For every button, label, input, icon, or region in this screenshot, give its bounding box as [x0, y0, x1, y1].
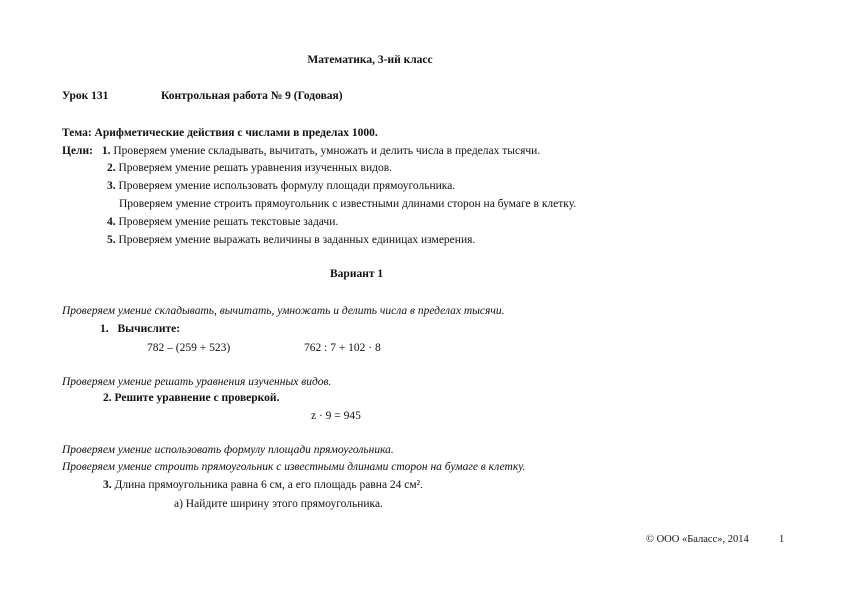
goal-num: 4.: [107, 216, 116, 228]
goal-line-1: [62, 144, 540, 158]
topic-label: Тема:: [62, 127, 92, 139]
task1-expression-1: 782 – (259 + 523): [147, 342, 231, 354]
task3-text: Длина прямоугольника равна 6 см, а его площадь равна 24 см².: [114, 479, 424, 491]
task2-num: 2.: [103, 392, 112, 404]
task2-label: Решите уравнение с проверкой.: [114, 392, 280, 404]
variant-title: Вариант 1: [330, 268, 384, 280]
task1-expression-2: 762 : 7 + 102 · 8: [304, 342, 381, 354]
topic-text: Арифметические действия с числами в пределах 1000.: [94, 127, 378, 139]
goal-num: 1.: [101, 145, 111, 157]
goal-line-5: [107, 233, 475, 247]
footer-copyright: © ООО «Баласс», 2014: [646, 534, 749, 545]
goals-label: Цели:: [62, 145, 93, 157]
page-title: Математика, 3-ий класс: [307, 54, 433, 66]
task3-heading: [103, 478, 423, 492]
goal-text: Проверяем умение складывать, вычитать, умножать и делить числа в пределах тысячи.: [113, 145, 541, 157]
lesson-title: Контрольная работа № 9 (Годовая): [161, 90, 343, 102]
goal-text: Проверяем умение использовать формулу площади прямоугольника.: [118, 180, 456, 192]
task1-skill: Проверяем умение складывать, вычитать, умножать и делить числа в пределах тысячи.: [62, 305, 505, 317]
task1-heading: [100, 322, 180, 336]
lesson-number: Урок 131: [62, 90, 109, 102]
task1-num: 1.: [100, 323, 109, 335]
footer-page-number: 1: [779, 534, 785, 545]
task3-subquestion-a: а) Найдите ширину этого прямоугольника.: [174, 498, 383, 510]
goal-line-3b: [119, 197, 576, 211]
goal-line-2: [107, 161, 392, 175]
task2-skill: Проверяем умение решать уравнения изученных видов.: [62, 376, 332, 388]
goal-line-3: [107, 179, 455, 193]
goal-num: 3.: [107, 180, 116, 192]
goal-text: Проверяем умение выражать величины в заданных единицах измерения.: [118, 234, 476, 246]
topic-line: [62, 126, 378, 140]
goal-text: Проверяем умение строить прямоугольник с известными длинами сторон на бумаге в клетку.: [119, 198, 577, 210]
goal-num: 5.: [107, 234, 116, 246]
goal-text: Проверяем умение решать текстовые задачи.: [118, 216, 339, 228]
task1-label: Вычислите:: [117, 323, 181, 335]
goal-num: 2.: [107, 162, 116, 174]
task3-skill-2: Проверяем умение строить прямоугольник с известными длинами сторон на бумаге в клетку.: [62, 461, 526, 473]
goal-line-4: [107, 215, 338, 229]
task2-heading: [103, 391, 279, 405]
goal-text: Проверяем умение решать уравнения изученных видов.: [118, 162, 393, 174]
task3-skill-1: Проверяем умение использовать формулу площади прямоугольника.: [62, 444, 394, 456]
task3-num: 3.: [103, 479, 112, 491]
task2-equation: z · 9 = 945: [311, 410, 361, 422]
